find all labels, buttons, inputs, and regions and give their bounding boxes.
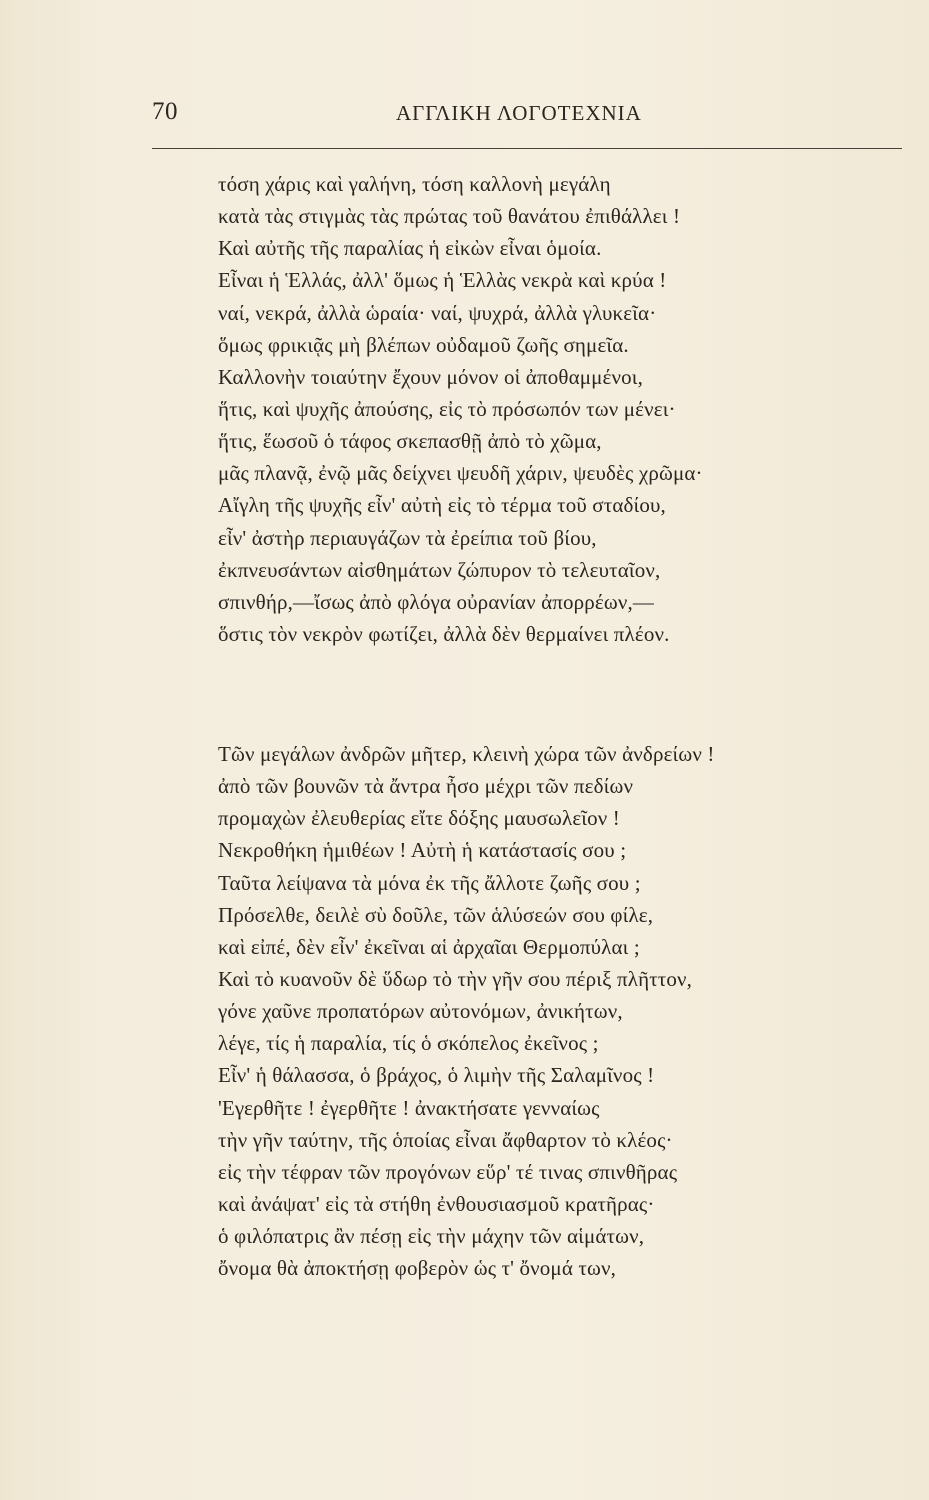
poem-line: τὴν γῆν ταύτην, τῆς ὁποίας εἶναι ἄφθαρτον τὸ κλέος·: [218, 1127, 673, 1152]
poem-line: Καλλονὴν τοιαύτην ἔχουν μόνον οἱ ἀποθαμμένοι,: [218, 364, 643, 389]
poem-line: γόνε χαῦνε προπατόρων αὐτονόμων, ἀνικήτων,: [218, 999, 623, 1024]
poem-line: προμαχὼν ἐλευθερίας εἴτε δόξης μαυσωλεῖον !: [218, 806, 620, 831]
page-header: [152, 98, 902, 138]
poem-line: Εἶναι ἡ Ἑλλάς, ἀλλ' ὅμως ἡ Ἑλλὰς νεκρὰ καὶ κρύα !: [218, 268, 667, 293]
poem-line: καὶ εἰπέ, δὲν εἶν' ἐκεῖναι αἱ ἀρχαῖαι Θερμοπύλαι ;: [218, 934, 640, 959]
poem-line: Ταῦτα λείψανα τὰ μόνα ἐκ τῆς ἄλλοτε ζωῆς σου ;: [218, 870, 641, 895]
poem-line: ἥτις, καὶ ψυχῆς ἀπούσης, εἰς τὸ πρόσωπόν των μένει·: [218, 396, 676, 421]
poem-line: ὄνομα θὰ ἀποκτήσῃ φοβερὸν ὡς τ' ὄνομά των,: [218, 1256, 616, 1281]
stanza-1: [218, 168, 858, 650]
stanza-2: [218, 738, 858, 1284]
poem-line: Αἴγλη τῆς ψυχῆς εἶν' αὐτὴ εἰς τὸ τέρμα τοῦ σταδίου,: [218, 493, 666, 518]
poem-line: ὁ φιλόπατρις ἂν πέσῃ εἰς τὴν μάχην τῶν αἱμάτων,: [218, 1224, 645, 1249]
poem-line: ὅμως φρικιᾷς μὴ βλέπων οὐδαμοῦ ζωῆς σημεῖα.: [218, 332, 629, 357]
poem-line: ἥτις, ἕωσοῦ ὁ τάφος σκεπασθῇ ἀπὸ τὸ χῶμα,: [218, 429, 602, 454]
page-number: 70: [152, 98, 178, 125]
poem-line: μᾶς πλανᾷ, ἐνῷ μᾶς δείχνει ψευδῆ χάριν, ψευδὲς χρῶμα·: [218, 461, 703, 486]
poem-line: σπινθήρ,—ἴσως ἀπὸ φλόγα οὐρανίαν ἀπορρέων,—: [218, 589, 655, 614]
poem-line: Πρόσελθε, δειλὲ σὺ δοῦλε, τῶν ἁλύσεών σου φίλε,: [218, 902, 654, 927]
poem-line: ναί, νεκρά, ἀλλὰ ὡραία· ναί, ψυχρά, ἀλλὰ γλυκεῖα·: [218, 300, 657, 325]
poem-line: καὶ ἀνάψατ' εἰς τὰ στήθη ἐνθουσιασμοῦ κρατῆρας·: [218, 1191, 655, 1216]
poem-line: Καὶ αὐτῆς τῆς παραλίας ἡ εἰκὼν εἶναι ὁμοία.: [218, 236, 602, 261]
poem-line: εἰς τὴν τέφραν τῶν προγόνων εὕρ' τέ τινας σπινθῆρας: [218, 1159, 678, 1184]
poem-line: λέγε, τίς ἡ παραλία, τίς ὁ σκόπελος ἐκεῖνος ;: [218, 1031, 599, 1056]
poem-line: ὅστις τὸν νεκρὸν φωτίζει, ἀλλὰ δὲν θερμαίνει πλέον.: [218, 621, 670, 646]
poem-line: 'Εγερθῆτε ! ἐγερθῆτε ! ἀνακτήσατε γενναίως: [218, 1095, 600, 1120]
poem-line: εἶν' ἀστὴρ περιαυγάζων τὰ ἐρείπια τοῦ βίου,: [218, 525, 597, 550]
header-rule: [152, 148, 902, 149]
poem-line: ἐκπνευσάντων αἰσθημάτων ζώπυρον τὸ τελευταῖον,: [218, 557, 661, 582]
running-title: ΑΓΓΛΙΚΗ ΛΟΓΟΤΕΧΝΙΑ: [396, 101, 642, 125]
poem-line: Εἶν' ἡ θάλασσα, ὁ βράχος, ὁ λιμὴν τῆς Σαλαμῖνος !: [218, 1063, 655, 1088]
poem-line: κατὰ τὰς στιγμὰς τὰς πρώτας τοῦ θανάτου ἐπιθάλλει !: [218, 204, 681, 229]
poem-line: τόση χάρις καὶ γαλήνη, τόση καλλονὴ μεγάλη: [218, 172, 611, 196]
poem-line: Καὶ τὸ κυανοῦν δὲ ὕδωρ τὸ τὴν γῆν σου πέριξ πλῆττον,: [218, 966, 693, 991]
poem-line: Νεκροθήκη ἡμιθέων ! Αὐτὴ ἡ κατάστασίς σου ;: [218, 838, 627, 863]
poem-line: Τῶν μεγάλων ἀνδρῶν μῆτερ, κλεινὴ χώρα τῶν ἀνδρείων !: [218, 742, 715, 766]
poem-line: ἀπὸ τῶν βουνῶν τὰ ἄντρα ἦσο μέχρι τῶν πεδίων: [218, 774, 634, 799]
